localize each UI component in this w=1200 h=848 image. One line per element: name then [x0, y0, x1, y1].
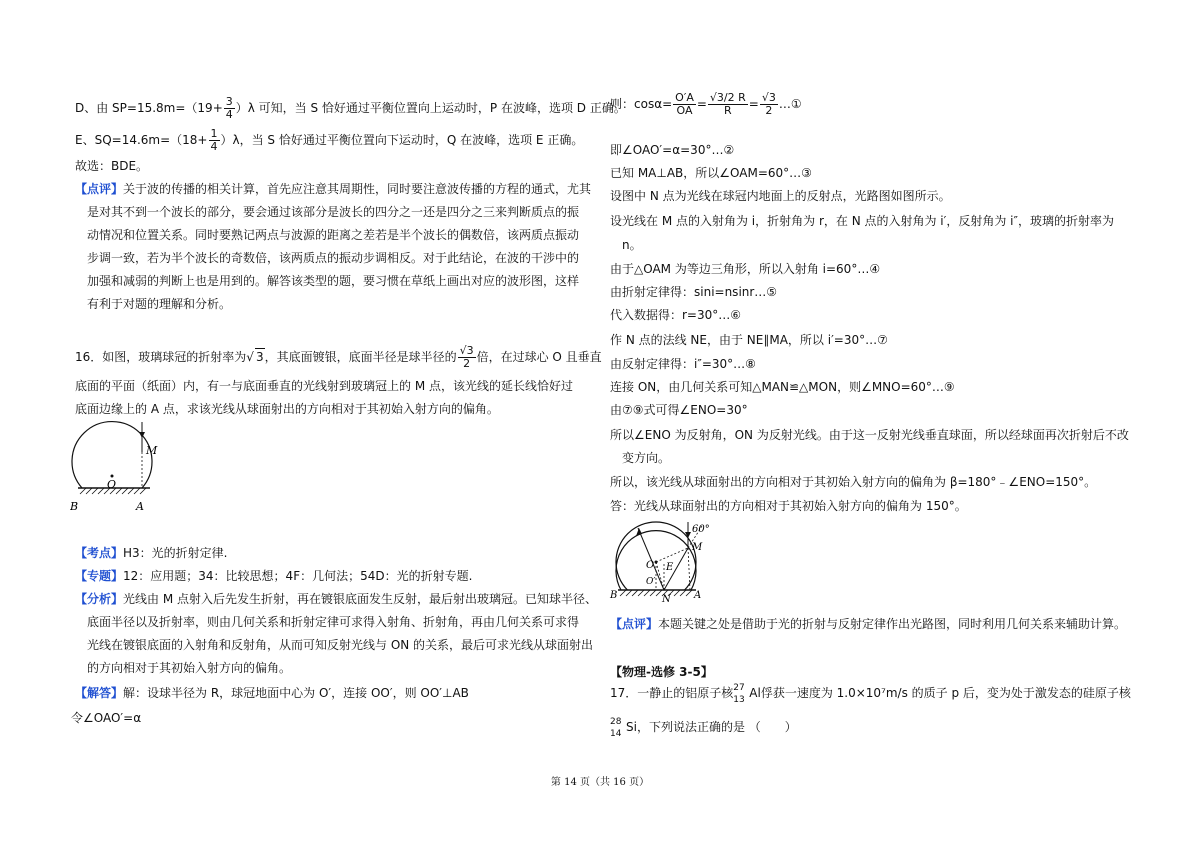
silicon-nuclide: [610, 717, 626, 739]
fraction-sqrt3-2: [458, 345, 476, 370]
fraction-oa-ratio: [673, 92, 696, 117]
fraction-denominator: OA: [676, 104, 693, 117]
q16-text-c: 倍，在过球心 O 且垂直: [476, 350, 602, 364]
solution-r04: 设图中 N 点为光线在球冠内地面上的反射点，光路图如图所示。: [610, 189, 951, 203]
page-footer: 第 14 页（共 16 页）: [550, 777, 650, 788]
question-17-line-2: [610, 716, 797, 739]
label-m: M: [146, 444, 158, 457]
zhuanti-tag: 【专题】: [75, 569, 124, 583]
comment-line-1: [75, 181, 591, 197]
fraction-numerator: O′A: [675, 91, 694, 104]
label-60-degrees: 60°: [692, 524, 710, 535]
q17-text-a: 17．一静止的铝原子核: [610, 686, 734, 700]
solution-r05: 设光线在 M 点的入射角为 i，折射角为 r，在 N 点的入射角为 i′，反射角为 i″，玻璃的折射率为: [610, 214, 1114, 228]
kaodian-text: H3：光的折射定律.: [123, 546, 228, 560]
radius-on: [656, 562, 664, 590]
zhuanti-text: 12：应用题；34：比较思想；4F：几何法；54D：光的折射专题.: [123, 569, 473, 583]
question-16-line-1: [75, 345, 602, 370]
fraction-numerator: √3/2 R: [709, 91, 746, 104]
fraction-denominator: 4: [210, 140, 218, 153]
equals-sign: =: [696, 97, 707, 111]
label-e: E: [666, 562, 674, 573]
mass-number: 28: [610, 716, 622, 727]
solution-r14: 所以∠ENO 为反射角，ON 为反射光线。由于这一反射光线垂直球面，所以经球面再次折射后不改: [610, 428, 1129, 442]
equation-number: …①: [778, 97, 802, 111]
atomic-number: 13: [733, 694, 745, 705]
comment-tag: 【点评】: [75, 182, 124, 196]
comment-text: 关于波的传播的相关计算，首先应注意其周期性，同时要注意波传播的方程的通式，尤其: [123, 182, 592, 196]
dianping-tag: 【点评】: [610, 617, 659, 631]
label-b: B: [610, 590, 618, 601]
solution-r11: 由反射定律得：i″=30°…⑧: [610, 357, 756, 371]
aluminum-nuclide: [733, 683, 749, 705]
solution-r10: 作 N 点的法线 NE，由于 NE∥MA，所以 i′=30°…⑦: [610, 333, 888, 347]
cut-mask: [620, 590, 696, 604]
fraction-r-ratio: [708, 92, 748, 117]
solution-r17: 答：光线从球面射出的方向相对于其初始入射方向的偏角为 150°。: [610, 499, 967, 513]
sqrt-value: 3: [255, 350, 264, 364]
label-a: A: [136, 500, 144, 513]
analysis-line-4: 的方向相对于其初始入射方向的偏角。: [87, 661, 292, 675]
question-17-line-1: [610, 682, 1131, 705]
cos-prefix: 则：cosα=: [610, 97, 673, 111]
solution-r15: 变方向。: [622, 451, 671, 465]
mass-number: 27: [733, 682, 745, 693]
solution-line-2: 令∠OAO′=α: [71, 711, 142, 725]
label-o: O: [646, 560, 655, 571]
q17-text-b: 俘获一速度为 1.0×10⁷m/s 的质子 p 后，变为处于激发态的硅原子核: [760, 686, 1131, 700]
q17-text-c: ，下列说法正确的是 （ ）: [636, 720, 797, 734]
fraction-1-4: [209, 128, 220, 153]
element-al: Al: [749, 686, 761, 700]
center-point: [655, 561, 658, 564]
solution-line-1: [75, 685, 469, 701]
comment-line-6: 有利于对题的理解和分析。: [87, 297, 232, 311]
solution-r08: 由折射定律得：sini=nsinr…⑤: [610, 285, 778, 299]
analysis-line-3: 光线在镀银底面的入射角和反射角，从而可知反射光线与 ON 的关系，最后可求光线从球面射出: [87, 638, 594, 652]
cap-arc: [616, 531, 696, 590]
light-path-diagram: [608, 518, 718, 618]
atomic-number: 14: [610, 728, 622, 739]
fraction-denominator: 2: [463, 357, 471, 370]
option-e-rest: ）λ，当 S 恰好通过平衡位置向下运动时，Q 在波峰，选项 E 正确。: [220, 133, 584, 147]
fraction-sqrt3-half: [760, 92, 778, 117]
option-d-line: [75, 96, 626, 121]
analysis-text: 光线由 M 点射入后先发生折射，再在镀银底面发生反射，最后射出玻璃冠。已知球半径、: [123, 592, 598, 606]
label-o: O: [107, 478, 117, 491]
label-o-prime: O′: [646, 577, 656, 587]
solution-text: 解：设球半径为 R，球冠地面中心为 O′，连接 OO′，则 OO′⊥AB: [123, 686, 469, 700]
dianping-text: 本题关键之处是借助于光的折射与反射定律作出光路图，同时利用几何关系来辅助计算。: [658, 617, 1127, 631]
solution-r06: n。: [622, 238, 642, 252]
fraction-3-4: [224, 96, 235, 121]
zhuanti-line: [75, 568, 472, 584]
fraction-denominator: R: [724, 104, 732, 117]
analysis-line-1: [75, 591, 597, 607]
kaodian-line: [75, 545, 228, 561]
answer-line: 故选：BDE。: [75, 159, 149, 173]
radius-om: [656, 548, 688, 562]
option-d-rest: ）λ 可知，当 S 恰好通过平衡位置向上运动时，P 在波峰，选项 D 正确。: [235, 101, 626, 115]
kaodian-tag: 【考点】: [75, 546, 124, 560]
analysis-tag: 【分析】: [75, 592, 124, 606]
fraction-numerator: √3: [459, 344, 474, 357]
label-a: A: [694, 590, 702, 601]
comment-line-4: 步调一致，若为半个波长的奇数倍，该两质点的振动步调相反。对于此结论，在波的干涉中的: [87, 251, 580, 265]
solution-r07: 由于△OAM 为等边三角形，所以入射角 i=60°…④: [610, 262, 881, 276]
question-16-line-2: 底面的平面（纸面）内，有一与底面垂直的光线射到玻璃冠上的 M 点，该光线的延长线恰好过: [75, 379, 573, 393]
element-si: Si: [626, 720, 637, 734]
sqrt-symbol: √: [246, 350, 254, 364]
q16-text-b: ，其底面镀银，底面半径是球半径的: [264, 350, 457, 364]
fraction-numerator: 1: [210, 127, 218, 140]
comment-line-5: 加强和减弱的判断上也是用到的。解答该类型的题，要习惯在草纸上画出对应的波形图，这样: [87, 274, 580, 288]
fraction-numerator: 3: [225, 95, 233, 108]
solution-r09: 代入数据得：r=30°…⑥: [610, 308, 742, 322]
solution-r03: 已知 MA⊥AB，所以∠OAM=60°…③: [610, 166, 812, 180]
solution-tag: 【解答】: [75, 686, 124, 700]
q16-text-a: 16．如图，玻璃球冠的折射率为: [75, 350, 247, 364]
section-heading: 【物理-选修 3-5】: [610, 665, 713, 679]
fraction-denominator: 2: [765, 104, 773, 117]
option-e-text: E、SQ=14.6m=（18+: [75, 133, 208, 147]
label-n: N: [662, 594, 671, 605]
solution-r12: 连接 ON，由几何关系可知△MAN≌△MON，则∠MNO=60°…⑨: [610, 380, 955, 394]
option-e-line: [75, 128, 583, 153]
solution-r13: 由⑦⑨式可得∠ENO=30°: [610, 403, 748, 417]
comment-line-3: 动情况和位置关系。同时要熟记两点与波源的距离之差若是半个波长的偶数倍，该两质点振动: [87, 228, 580, 242]
label-m: M: [692, 542, 703, 553]
question-16-line-3: 底面边缘上的 A 点，求该光线从球面射出的方向相对于其初始入射方向的偏角。: [75, 402, 499, 416]
cos-alpha-line: [610, 92, 802, 117]
glass-cap-diagram: [70, 418, 180, 518]
dianping-line: [610, 616, 1126, 632]
analysis-line-2: 底面半径以及折射率，则由几何关系和折射定律可求得入射角、折射角，再由几何关系可求得: [87, 615, 580, 629]
equals-sign: =: [748, 97, 759, 111]
option-d-text: D、由 SP=15.8m=（19+: [75, 101, 223, 115]
fraction-denominator: 4: [225, 108, 233, 121]
comment-line-2: 是对其不到一个波长的部分，要会通过该部分是波长的四分之一还是四分之三来判断质点的振: [87, 205, 580, 219]
fraction-numerator: √3: [761, 91, 776, 104]
label-b: B: [70, 500, 79, 513]
solution-r16: 所以，该光线从球面射出的方向相对于其初始入射方向的偏角为 β=180°﹣∠ENO=150°。: [610, 475, 1097, 489]
solution-r02: 即∠OAO′=α=30°…②: [610, 143, 735, 157]
